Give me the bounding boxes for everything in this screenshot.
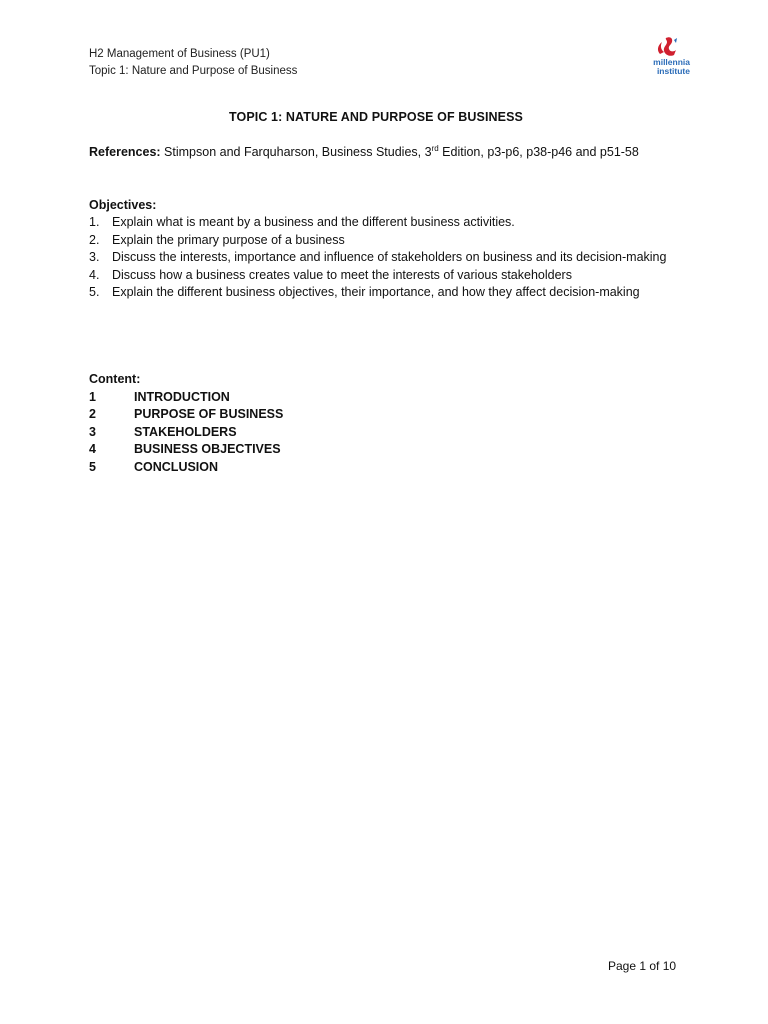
content-item — [89, 406, 283, 424]
objective-number: 3. — [89, 250, 100, 265]
content-label: Content: — [89, 372, 141, 386]
content-item — [89, 389, 283, 407]
page-header — [89, 46, 297, 80]
content-item — [89, 424, 283, 442]
objective-number: 4. — [89, 267, 100, 282]
content-number: 4 — [89, 442, 96, 457]
objective-text: Discuss how a business creates value to meet the interests of various stakeholders — [112, 267, 572, 282]
content-number: 2 — [89, 407, 96, 422]
document-title — [0, 110, 768, 124]
page-number: Page 1 of 10 — [608, 959, 677, 973]
objectives-list — [89, 214, 666, 301]
logo-text — [650, 58, 690, 76]
content-number: 5 — [89, 459, 96, 474]
logo-line2: institute — [656, 66, 690, 76]
objective-item — [89, 267, 666, 284]
references-text-1: Stimpson and Farquharson, Business Studies, 3 — [160, 145, 432, 159]
content-text: BUSINESS OBJECTIVES — [134, 442, 281, 457]
content-item — [89, 441, 283, 459]
content-number: 3 — [89, 424, 96, 439]
header-topic-title: Topic 1: Nature and Purpose of Business — [89, 65, 298, 77]
document-title-text: TOPIC 1: NATURE AND PURPOSE OF BUSINESS — [229, 110, 523, 124]
objective-item — [89, 249, 666, 266]
content-text: CONCLUSION — [134, 459, 219, 474]
objective-item — [89, 232, 666, 249]
objective-text: Explain what is meant by a business and the different business activities. — [112, 215, 515, 230]
references-text-2: Edition, p3-p6, p38-p46 and p51-58 — [438, 145, 639, 159]
objective-item — [89, 284, 666, 301]
content-number: 1 — [89, 389, 96, 404]
content-item — [89, 459, 283, 477]
references — [89, 145, 639, 159]
objective-number: 1. — [89, 215, 100, 230]
content-text: PURPOSE OF BUSINESS — [134, 407, 284, 422]
objective-text: Discuss the interests, importance and influence of stakeholders on business and its decision-making — [112, 250, 667, 265]
objective-number: 5. — [89, 285, 100, 300]
content-text: STAKEHOLDERS — [134, 424, 237, 439]
objective-item — [89, 214, 666, 231]
header-course-title: H2 Management of Business (PU1) — [89, 48, 270, 60]
objectives-section — [89, 197, 666, 301]
content-section — [89, 371, 283, 477]
objective-text: Explain the different business objectives, their importance, and how they affect decision-making — [112, 285, 640, 300]
objective-text: Explain the primary purpose of a business — [112, 232, 345, 247]
objective-number: 2. — [89, 232, 100, 247]
references-sup: rd — [431, 143, 439, 153]
content-text: INTRODUCTION — [134, 389, 230, 404]
objectives-label: Objectives: — [89, 198, 157, 212]
logo-line1: millennia — [653, 57, 690, 67]
references-label: References: — [89, 145, 161, 159]
